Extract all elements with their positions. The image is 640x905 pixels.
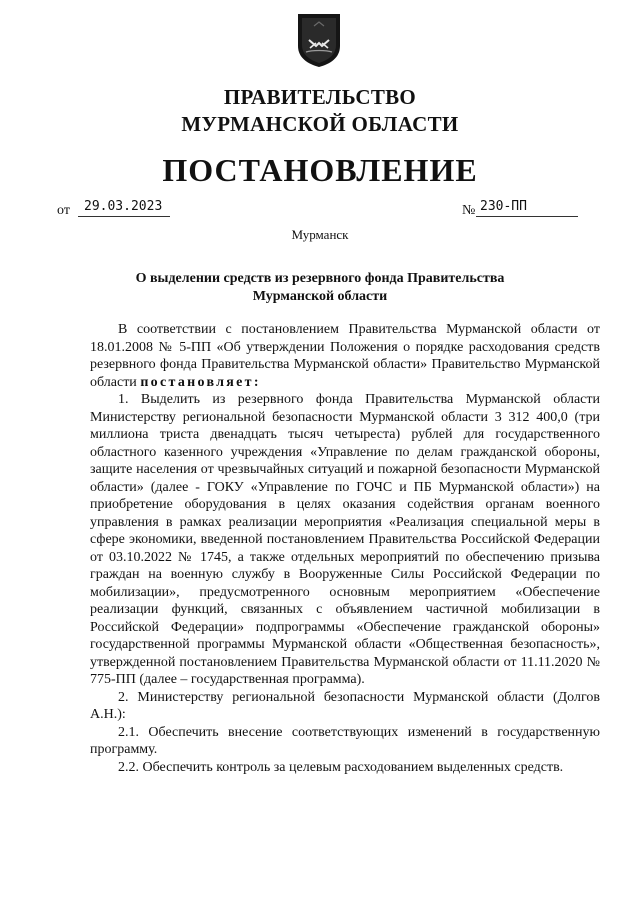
document-number: 230-ПП — [480, 199, 527, 214]
paragraph-2-2: 2.2. Обеспечить контроль за целевым расходованием выделенных средств. — [118, 759, 564, 775]
number-underline — [476, 216, 578, 217]
coat-of-arms-icon — [296, 12, 342, 68]
preamble-text: В соответствии с постановлением Правительства Мурманской области от 18.01.2008 № 5-ПП «Об утверждении Положения о порядке расходования средств резервного фонда Правительства Мурманской области» Правительство Мурманской области — [90, 322, 600, 390]
decree-word: постановляет: — [140, 374, 261, 390]
document-type-title: ПОСТАНОВЛЕНИЕ — [162, 152, 478, 188]
paragraph-2-1: 2.1. Обеспечить внесение соответствующих изменений в государственную программу. — [90, 724, 600, 757]
paragraph-1: 1. Выделить из резервного фонда Правительства Мурманской области Министерству региональной безопасности Мурманской области 3 312 400,0 (три миллиона триста двенадцать тысяч четыреста) рублей для государственного областного казенного учреждения «Управление по делам гражданской обороны, защите населения от чрезвычайных ситуаций и пожарной безопасности Мурманской области» (далее - ГОКУ «Управление по ГОЧС и ПБ Мурманской области») на приобретение оборудования в целях оказания содействия органам военного управления в рамках реализации мероприятия «Реализация специальной меры в сфере экономики, введенной постановлением Правительства Российской Федерации от 03.10.2022 № 1745, а также отдельных мероприятий по обеспечению призыва граждан на военную службу в Вооруженные Силы Российской Федерации по мобилизации», предусмотренного основным мероприятием «Обеспечение реализации функций, связанных с объявлением частичной мобилизации в Российской Федерации» подпрограммы «Обеспечение гражданской обороны» государственной программы Мурманской области «Общественная безопасность», утвержденной постановлением Правительства Мурманской области от 11.11.2020 № 775-ПП (далее – государственная программа). — [90, 392, 600, 687]
date-underline — [78, 216, 170, 217]
government-name-line1: ПРАВИТЕЛЬСТВО — [223, 85, 417, 109]
document-body — [90, 321, 600, 776]
city: Мурманск — [291, 227, 349, 242]
government-name-line2: МУРМАНСКОЙ ОБЛАСТИ — [181, 112, 459, 136]
document-date: 29.03.2023 — [84, 199, 163, 214]
number-label: № — [462, 203, 476, 218]
document-subject — [90, 270, 550, 305]
subject-line2: Мурманской области — [252, 288, 388, 304]
paragraph-2: 2. Министерству региональной безопасности Мурманской области (Долгов А.Н.): — [90, 689, 600, 722]
subject-line1: О выделении средств из резервного фонда Правительства — [135, 271, 505, 286]
date-label: от — [57, 203, 70, 218]
preamble-paragraph — [90, 321, 600, 391]
